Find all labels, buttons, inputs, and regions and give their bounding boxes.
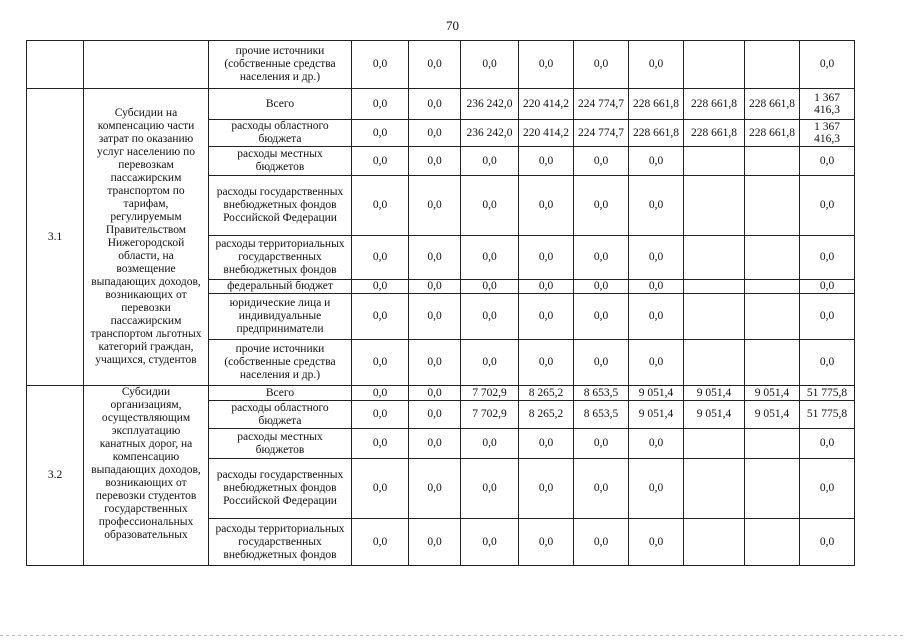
value-cell <box>745 41 800 89</box>
value-cell: 8 653,5 <box>574 401 629 429</box>
value-cell: 9 051,4 <box>745 401 800 429</box>
value-cell: 8 265,2 <box>519 386 574 401</box>
value-cell: 51 775,8 <box>800 386 855 401</box>
value-cell: 0,0 <box>629 459 684 519</box>
value-cell: 0,0 <box>409 429 461 459</box>
value-cell: 0,0 <box>629 236 684 280</box>
value-cell: 0,0 <box>574 176 629 236</box>
value-cell: 0,0 <box>409 176 461 236</box>
value-cell: 228 661,8 <box>629 89 684 120</box>
value-cell: 0,0 <box>574 340 629 386</box>
value-cell: 0,0 <box>574 236 629 280</box>
funding-source: расходы государственных внебюджетных фондов Российской Федерации <box>209 176 352 236</box>
value-cell: 0,0 <box>574 147 629 176</box>
value-cell <box>684 459 745 519</box>
value-cell: 9 051,4 <box>745 386 800 401</box>
value-cell <box>684 41 745 89</box>
value-cell: 0,0 <box>574 294 629 340</box>
value-cell: 9 051,4 <box>684 386 745 401</box>
value-cell <box>745 340 800 386</box>
value-cell: 0,0 <box>352 147 409 176</box>
funding-source: расходы местных бюджетов <box>209 147 352 176</box>
value-cell: 228 661,8 <box>684 89 745 120</box>
funding-source: Всего <box>209 386 352 401</box>
value-cell <box>684 280 745 294</box>
value-cell: 0,0 <box>352 401 409 429</box>
value-cell: 236 242,0 <box>461 120 519 147</box>
item-description: Субсидии на компенсацию части затрат по оказанию услуг населению по перевозкам пассажирским транспортом по тарифам, регулируемым Правительством Нижегородской области, на возмещение выпадающих доходов, возникающих от перевозки пассажирским транспортом льготных категорий граждан, учащихся, студентов <box>84 89 209 386</box>
value-cell: 0,0 <box>519 147 574 176</box>
value-cell: 0,0 <box>629 294 684 340</box>
value-cell: 0,0 <box>409 459 461 519</box>
value-cell: 0,0 <box>629 280 684 294</box>
value-cell: 0,0 <box>519 280 574 294</box>
value-cell <box>745 280 800 294</box>
value-cell: 0,0 <box>629 429 684 459</box>
funding-source: юридические лица и индивидуальные предприниматели <box>209 294 352 340</box>
value-cell: 228 661,8 <box>684 120 745 147</box>
value-cell: 0,0 <box>461 147 519 176</box>
value-cell <box>745 176 800 236</box>
value-cell: 0,0 <box>352 280 409 294</box>
value-cell: 0,0 <box>519 236 574 280</box>
value-cell: 0,0 <box>409 386 461 401</box>
value-cell: 0,0 <box>519 176 574 236</box>
value-cell: 0,0 <box>352 236 409 280</box>
funding-source: расходы местных бюджетов <box>209 429 352 459</box>
value-cell: 0,0 <box>800 519 855 566</box>
value-cell: 0,0 <box>352 429 409 459</box>
value-cell <box>745 459 800 519</box>
value-cell: 0,0 <box>409 147 461 176</box>
value-cell: 220 414,2 <box>519 89 574 120</box>
value-cell <box>684 519 745 566</box>
value-cell: 7 702,9 <box>461 386 519 401</box>
value-cell: 7 702,9 <box>461 401 519 429</box>
value-cell: 51 775,8 <box>800 401 855 429</box>
value-cell: 9 051,4 <box>629 401 684 429</box>
value-cell: 8 653,5 <box>574 386 629 401</box>
value-cell: 0,0 <box>800 280 855 294</box>
value-cell: 9 051,4 <box>629 386 684 401</box>
funding-source: расходы областного бюджета <box>209 401 352 429</box>
value-cell: 0,0 <box>461 429 519 459</box>
item-code: 3.1 <box>27 89 84 386</box>
value-cell: 0,0 <box>629 340 684 386</box>
value-cell: 0,0 <box>629 41 684 89</box>
value-cell: 228 661,8 <box>629 120 684 147</box>
value-cell: 0,0 <box>461 41 519 89</box>
value-cell: 8 265,2 <box>519 401 574 429</box>
funding-source: прочие источники (собственные средства населения и др.) <box>209 340 352 386</box>
value-cell <box>745 294 800 340</box>
value-cell: 0,0 <box>519 519 574 566</box>
value-cell: 0,0 <box>409 294 461 340</box>
value-cell: 0,0 <box>461 280 519 294</box>
value-cell: 0,0 <box>574 429 629 459</box>
value-cell: 0,0 <box>574 280 629 294</box>
value-cell: 0,0 <box>629 519 684 566</box>
value-cell <box>684 236 745 280</box>
value-cell: 0,0 <box>800 41 855 89</box>
value-cell: 228 661,8 <box>745 89 800 120</box>
value-cell: 0,0 <box>461 459 519 519</box>
value-cell: 0,0 <box>574 459 629 519</box>
code-cell-empty <box>27 41 84 89</box>
value-cell <box>684 147 745 176</box>
table-row <box>27 41 855 89</box>
value-cell: 0,0 <box>519 459 574 519</box>
value-cell <box>745 147 800 176</box>
value-cell: 0,0 <box>574 41 629 89</box>
value-cell: 0,0 <box>352 340 409 386</box>
value-cell: 0,0 <box>352 120 409 147</box>
value-cell: 0,0 <box>461 294 519 340</box>
value-cell: 0,0 <box>409 236 461 280</box>
value-cell <box>745 236 800 280</box>
value-cell: 0,0 <box>409 280 461 294</box>
value-cell: 0,0 <box>800 459 855 519</box>
value-cell: 0,0 <box>519 429 574 459</box>
funding-source: прочие источники (собственные средства населения и др.) <box>209 41 352 89</box>
value-cell: 0,0 <box>352 519 409 566</box>
value-cell: 224 774,7 <box>574 89 629 120</box>
funding-source: расходы областного бюджета <box>209 120 352 147</box>
funding-source: федеральный бюджет <box>209 280 352 294</box>
value-cell: 0,0 <box>800 294 855 340</box>
value-cell: 228 661,8 <box>745 120 800 147</box>
item-code: 3.2 <box>27 386 84 566</box>
page-number: 70 <box>446 18 459 33</box>
value-cell <box>745 429 800 459</box>
value-cell: 0,0 <box>352 41 409 89</box>
value-cell: 220 414,2 <box>519 120 574 147</box>
value-cell: 0,0 <box>352 294 409 340</box>
page-bottom-edge <box>0 635 905 636</box>
value-cell: 0,0 <box>461 519 519 566</box>
value-cell: 0,0 <box>461 176 519 236</box>
value-cell: 0,0 <box>800 147 855 176</box>
value-cell: 0,0 <box>352 89 409 120</box>
value-cell: 0,0 <box>409 401 461 429</box>
value-cell: 236 242,0 <box>461 89 519 120</box>
value-cell: 0,0 <box>409 519 461 566</box>
value-cell: 0,0 <box>800 236 855 280</box>
desc-cell-empty <box>84 41 209 89</box>
value-cell <box>684 176 745 236</box>
value-cell: 0,0 <box>629 176 684 236</box>
value-cell: 0,0 <box>352 459 409 519</box>
funding-source: Всего <box>209 89 352 120</box>
table-row <box>27 89 855 120</box>
value-cell: 0,0 <box>574 519 629 566</box>
value-cell: 0,0 <box>409 89 461 120</box>
value-cell: 1 367 416,3 <box>800 89 855 120</box>
budget-table <box>26 40 855 566</box>
value-cell <box>684 429 745 459</box>
value-cell: 0,0 <box>409 41 461 89</box>
value-cell: 0,0 <box>519 294 574 340</box>
funding-source: расходы государственных внебюджетных фондов Российской Федерации <box>209 459 352 519</box>
funding-source: расходы территориальных государственных внебюджетных фондов <box>209 236 352 280</box>
value-cell: 0,0 <box>352 176 409 236</box>
value-cell: 1 367 416,3 <box>800 120 855 147</box>
value-cell <box>684 340 745 386</box>
item-description: Субсидии организациям, осуществляющим эксплуатацию канатных дорог, на компенсацию выпадающих доходов, возникающих от перевозки студентов государственных профессиональных образовательных <box>84 386 209 566</box>
value-cell: 0,0 <box>800 429 855 459</box>
value-cell: 0,0 <box>461 236 519 280</box>
value-cell: 0,0 <box>352 386 409 401</box>
value-cell: 0,0 <box>629 147 684 176</box>
value-cell: 0,0 <box>800 340 855 386</box>
value-cell: 9 051,4 <box>684 401 745 429</box>
value-cell: 0,0 <box>519 340 574 386</box>
value-cell: 0,0 <box>800 176 855 236</box>
value-cell: 0,0 <box>519 41 574 89</box>
value-cell <box>684 294 745 340</box>
value-cell: 0,0 <box>409 120 461 147</box>
funding-source: расходы территориальных государственных внебюджетных фондов <box>209 519 352 566</box>
value-cell: 0,0 <box>461 340 519 386</box>
table-row <box>27 386 855 401</box>
value-cell <box>745 519 800 566</box>
value-cell: 0,0 <box>409 340 461 386</box>
value-cell: 224 774,7 <box>574 120 629 147</box>
